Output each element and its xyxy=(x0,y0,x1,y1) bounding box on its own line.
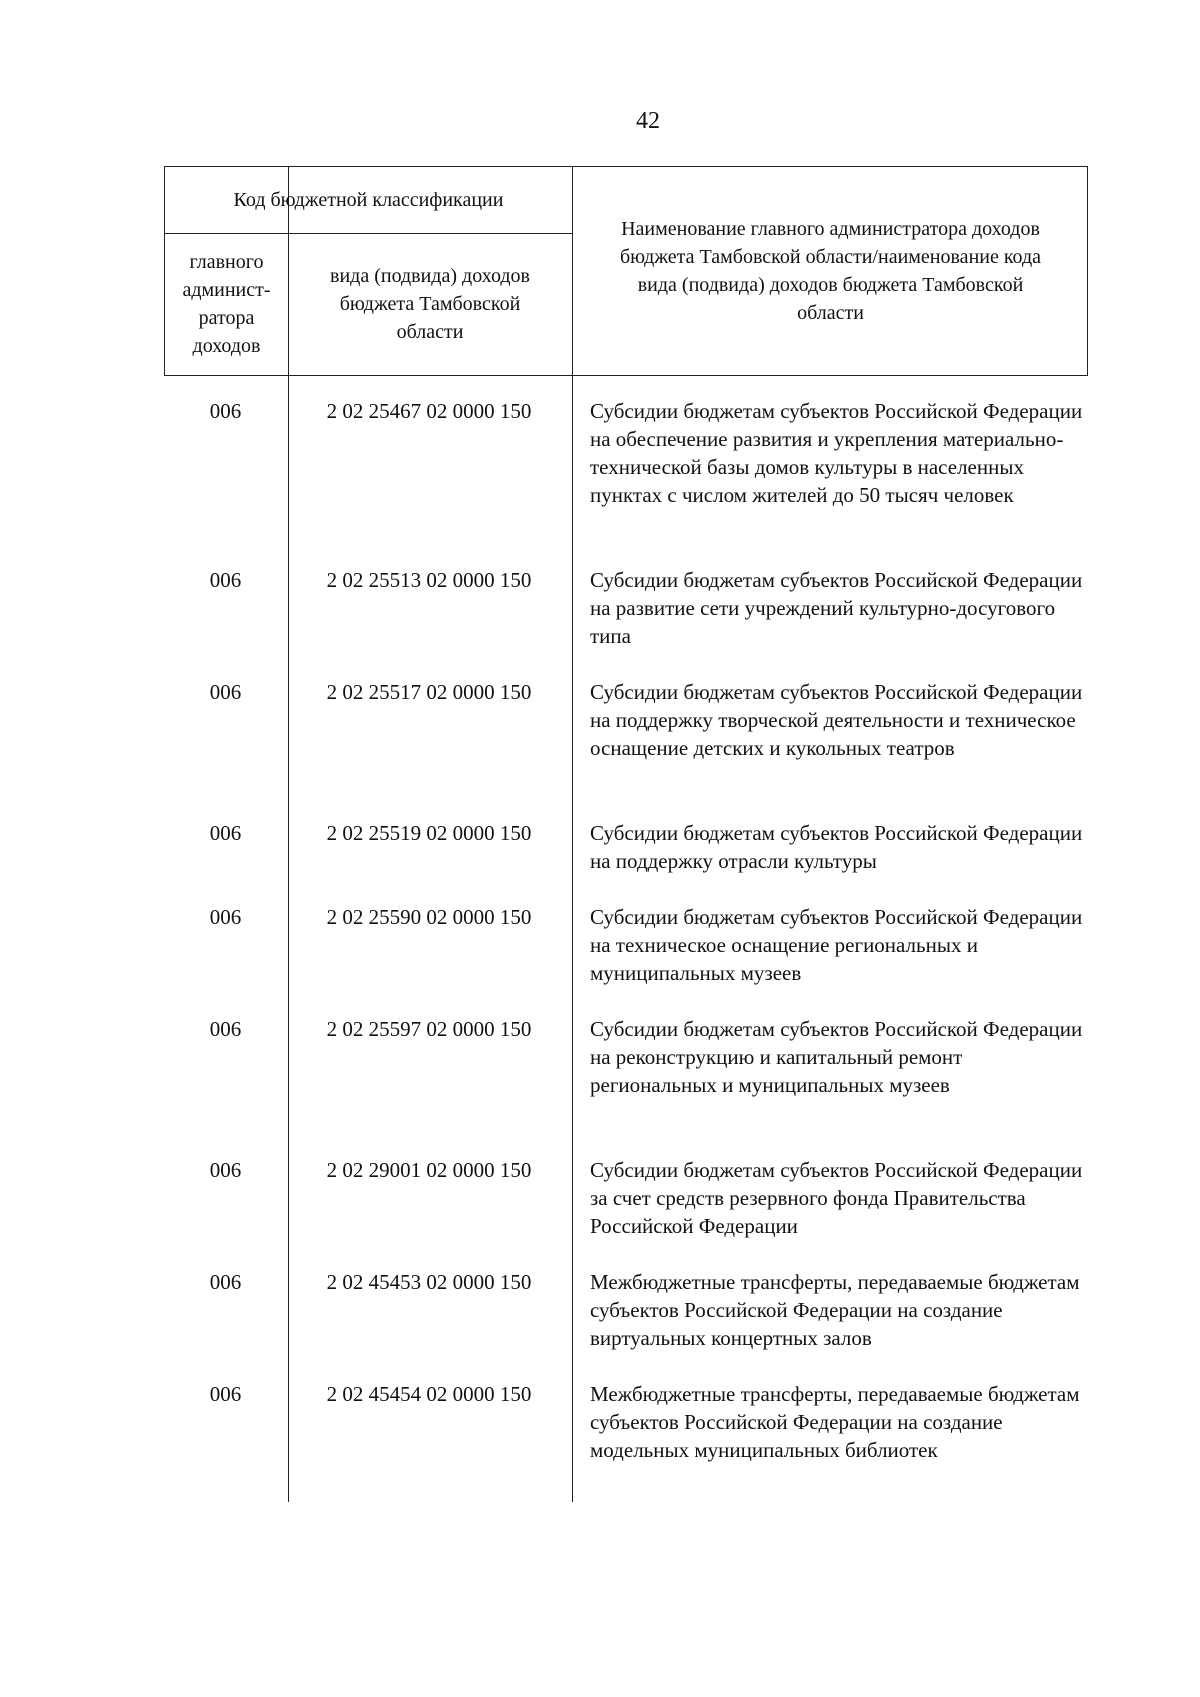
income-name: Субсидии бюджетам субъектов Российской Федерации на техническое оснащение региональных и муниципальных музеев xyxy=(590,905,1083,985)
page-number: 42 xyxy=(636,108,660,134)
income-name: Субсидии бюджетам субъектов Российской Федерации за счет средств резервного фонда Правительства Российской Федерации xyxy=(590,1158,1083,1238)
income-code: 2 02 25597 02 0000 150 xyxy=(326,1017,532,1041)
income-code: 2 02 25467 02 0000 150 xyxy=(326,399,532,423)
admin-code: 006 xyxy=(209,568,242,592)
income-name: Субсидии бюджетам субъектов Российской Федерации на поддержку творческой деятельности и техническое оснащение детских и кукольных театров xyxy=(590,680,1083,760)
income-name: Субсидии бюджетам субъектов Российской Федерации на развитие сети учреждений культурно-досугового типа xyxy=(590,568,1083,648)
admin-code: 006 xyxy=(209,1017,242,1041)
income-name: Субсидии бюджетам субъектов Российской Федерации на реконструкцию и капитальный ремонт региональных и муниципальных музеев xyxy=(590,1017,1083,1097)
admin-code: 006 xyxy=(209,680,242,704)
admin-code: 006 xyxy=(209,905,242,929)
income-code: 2 02 25590 02 0000 150 xyxy=(326,905,532,929)
income-code: 2 02 45454 02 0000 150 xyxy=(326,1382,532,1406)
header-col-admin: главного админист-ратора доходов xyxy=(182,251,271,357)
header-col-name: Наименование главного администратора доходов бюджета Тамбовской области/наименование кода вида (подвида) доходов бюджета Тамбовской области xyxy=(619,218,1042,324)
income-code: 2 02 25513 02 0000 150 xyxy=(326,568,532,592)
income-name: Субсидии бюджетам субъектов Российской Федерации на поддержку отрасли культуры xyxy=(590,821,1083,873)
header-col-code: вида (подвида) доходов бюджета Тамбовской области xyxy=(330,265,530,343)
column-line-2 xyxy=(572,376,573,1502)
income-name: Субсидии бюджетам субъектов Российской Федерации на обеспечение развития и укрепления материально-технической базы домов культуры в населенных пунктах с числом жителей до 50 тысяч человек xyxy=(590,399,1083,507)
column-line-1 xyxy=(288,376,289,1502)
header-group-title: Код бюджетной классификации xyxy=(233,189,504,211)
table-header xyxy=(164,166,1088,376)
admin-code: 006 xyxy=(209,1158,242,1182)
income-code: 2 02 25519 02 0000 150 xyxy=(326,821,532,845)
income-code: 2 02 29001 02 0000 150 xyxy=(326,1158,532,1182)
income-code: 2 02 25517 02 0000 150 xyxy=(326,680,532,704)
admin-code: 006 xyxy=(209,1382,242,1406)
admin-code: 006 xyxy=(209,399,242,423)
income-name: Межбюджетные трансферты, передаваемые бюджетам субъектов Российской Федерации на создание модельных муниципальных библиотек xyxy=(590,1382,1080,1462)
admin-code: 006 xyxy=(209,821,242,845)
admin-code: 006 xyxy=(209,1270,242,1294)
income-code: 2 02 45453 02 0000 150 xyxy=(326,1270,532,1294)
income-name: Межбюджетные трансферты, передаваемые бюджетам субъектов Российской Федерации на создание виртуальных концертных залов xyxy=(590,1270,1080,1350)
